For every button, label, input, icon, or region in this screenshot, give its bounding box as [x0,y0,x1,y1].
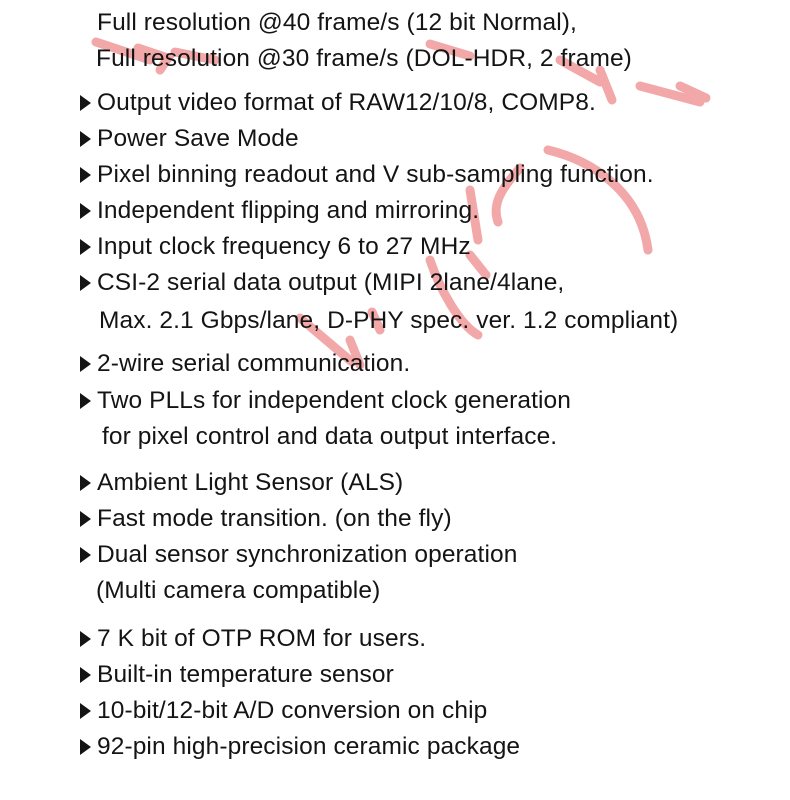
bullet-marker [80,475,91,491]
bullet-marker [80,547,91,563]
feature-item: Input clock frequency 6 to 27 MHz [97,233,471,260]
bullet-marker [80,203,91,219]
bullet-marker [80,131,91,147]
feature-item: Pixel binning readout and V sub-sampling function. [97,161,654,188]
bullet-marker [80,356,91,372]
bullet-marker [80,667,91,683]
feature-item: Two PLLs for independent clock generation [97,387,571,414]
feature-item: Dual sensor synchronization operation [97,541,518,568]
feature-item: 92-pin high-precision ceramic package [97,733,521,760]
feature-continuation: (Multi camera compatible) [96,577,381,604]
feature-item: Power Save Mode [97,125,299,152]
bullet-marker [80,511,91,527]
feature-item: Independent flipping and mirroring. [97,197,480,224]
feature-continuation: Max. 2.1 Gbps/lane, D-PHY spec. ver. 1.2 compliant) [99,307,679,334]
feature-continuation: for pixel control and data output interface. [102,423,558,450]
bullet-marker [80,95,91,111]
feature-item: 7 K bit of OTP ROM for users. [97,625,427,652]
bullet-marker [80,167,91,183]
feature-item: Output video format of RAW12/10/8, COMP8. [97,89,596,116]
feature-item: Fast mode transition. (on the fly) [97,505,452,532]
feature-continuation: Full resolution @40 frame/s (12 bit Normal), [97,9,577,36]
bullet-marker [80,631,91,647]
feature-item: 2-wire serial communication. [97,350,411,377]
bullet-marker [80,393,91,409]
bullet-marker [80,703,91,719]
bullet-marker [80,739,91,755]
feature-continuation: Full resolution @30 frame/s (DOL-HDR, 2 frame) [96,45,632,72]
bullet-marker [80,239,91,255]
feature-item: Ambient Light Sensor (ALS) [97,469,404,496]
bullet-marker [80,275,91,291]
feature-item: CSI-2 serial data output (MIPI 2lane/4lane, [97,269,565,296]
feature-item: Built-in temperature sensor [97,661,394,688]
feature-item: 10-bit/12-bit A/D conversion on chip [97,697,488,724]
